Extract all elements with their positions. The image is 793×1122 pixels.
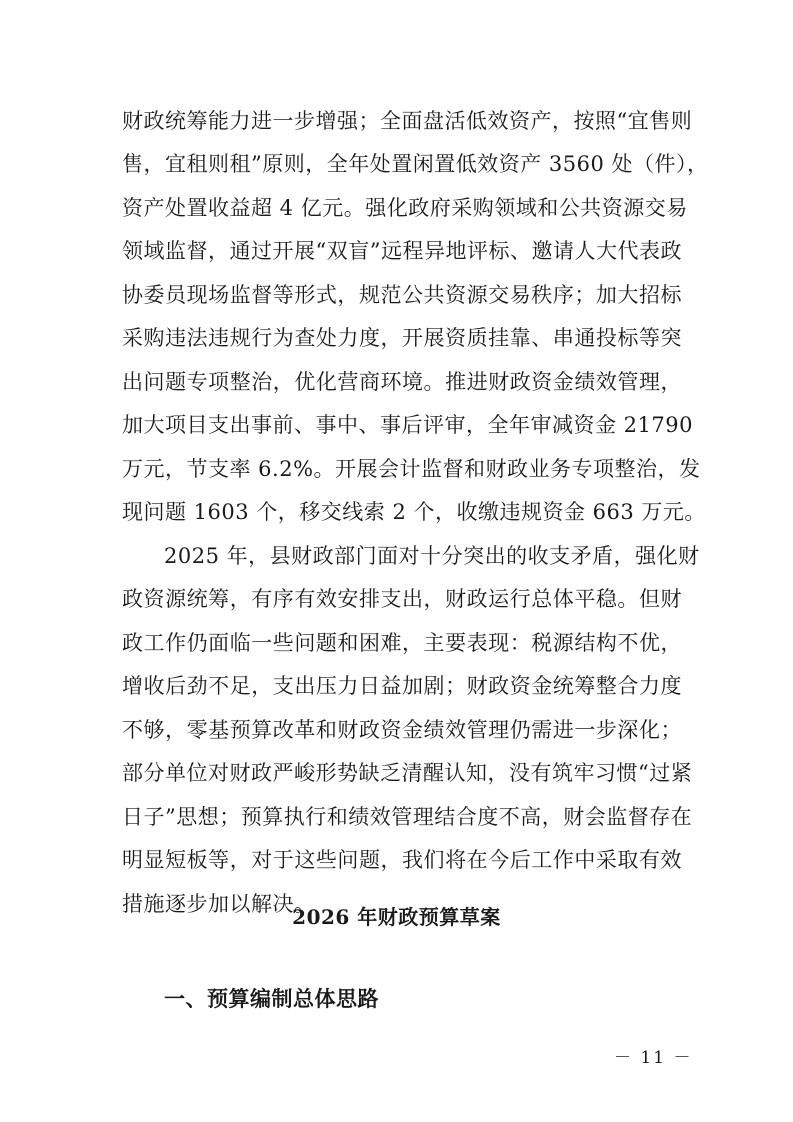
text-line: 明显短板等，对于这些问题，我们将在今后工作中采取有效: [122, 848, 682, 872]
text-line: 资产处置收益超 4 亿元。强化政府采购领域和公共资源交易: [122, 196, 688, 220]
text-line: 加大项目支出事前、事中、事后评审，全年审减资金 21790: [122, 413, 693, 437]
text-line: 不够，零基预算改革和财政资金绩效管理仍需进一步深化；: [122, 718, 682, 742]
text-line: 政资源统筹，有序有效安排支出，财政运行总体平稳。但财: [122, 587, 682, 611]
text-line: 采购违法违规行为查处力度，开展资质挂靠、串通投标等突: [122, 326, 682, 350]
text-line: 售，宜租则租”原则，全年处置闲置低效资产 3560 处（件），: [122, 152, 709, 176]
text-line: 部分单位对财政严峻形势缺乏清醒认知，没有筑牢习惯“过紧: [122, 761, 693, 785]
text-line: 措施逐步加以解决。: [122, 892, 316, 916]
text-line: 现问题 1603 个，移交线索 2 个，收缴违规资金 663 万元。: [122, 500, 706, 524]
text-line: 2025 年，县财政部门面对十分突出的收支矛盾，强化财: [164, 544, 700, 568]
text-line: 出问题专项整治，优化营商环境。推进财政资金绩效管理，: [122, 370, 682, 394]
text-line: 政工作仍面临一些问题和困难，主要表现：税源结构不优，: [122, 631, 682, 655]
text-line: 协委员现场监督等形式，规范公共资源交易秩序；加大招标: [122, 283, 682, 307]
text-line: 领域监督，通过开展“双盲”远程异地评标、邀请人大代表政: [122, 239, 682, 263]
text-line: 增收后劲不足，支出压力日益加剧；财政资金统筹整合力度: [122, 674, 682, 698]
text-line: 财政统筹能力进一步增强；全面盘活低效资产，按照“宜售则: [122, 109, 693, 133]
text-line: 万元，节支率 6.2%。开展会计监督和财政业务专项整治，发: [122, 457, 701, 481]
subheading: 一、预算编制总体思路: [164, 987, 379, 1011]
section-title: 2026 年财政预算草案: [292, 905, 501, 929]
page-number: － 11 －: [614, 1048, 693, 1068]
text-line: 日子”思想；预算执行和绩效管理结合度不高，财会监督存在: [122, 805, 693, 829]
